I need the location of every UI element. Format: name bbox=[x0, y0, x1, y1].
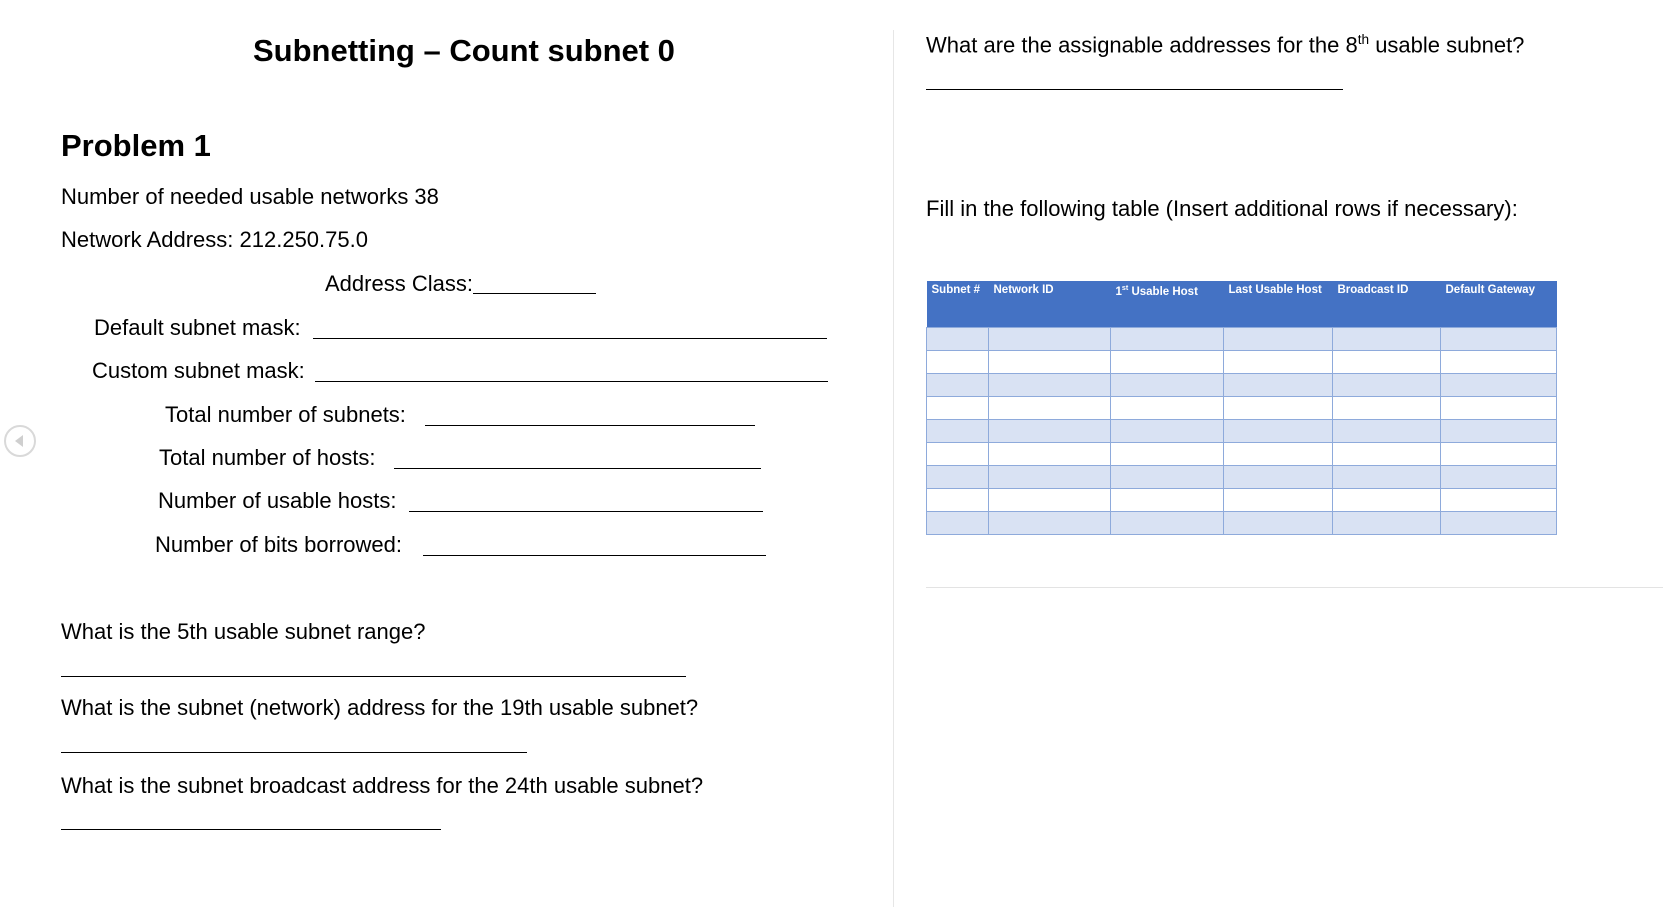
table-cell[interactable] bbox=[1441, 374, 1557, 397]
table-cell[interactable] bbox=[989, 420, 1111, 443]
custom-mask-label: Custom subnet mask: bbox=[92, 358, 305, 383]
table-cell[interactable] bbox=[1111, 512, 1224, 535]
table-row bbox=[927, 351, 1557, 374]
table-cell[interactable] bbox=[927, 512, 989, 535]
table-cell[interactable] bbox=[989, 351, 1111, 374]
table-cell[interactable] bbox=[1111, 443, 1224, 466]
table-cell[interactable] bbox=[989, 397, 1111, 420]
table-cell[interactable] bbox=[1441, 420, 1557, 443]
table-cell[interactable] bbox=[1333, 466, 1441, 489]
table-cell[interactable] bbox=[1224, 489, 1333, 512]
total-subnets-label: Total number of subnets: bbox=[165, 402, 406, 427]
table-cell[interactable] bbox=[1224, 351, 1333, 374]
table-cell[interactable] bbox=[927, 374, 989, 397]
table-cell[interactable] bbox=[927, 489, 989, 512]
table-row bbox=[927, 466, 1557, 489]
table-cell[interactable] bbox=[1224, 466, 1333, 489]
table-cell[interactable] bbox=[1111, 351, 1224, 374]
table-row bbox=[927, 420, 1557, 443]
table-cell[interactable] bbox=[989, 374, 1111, 397]
table-row bbox=[927, 489, 1557, 512]
default-mask-label: Default subnet mask: bbox=[94, 315, 301, 340]
table-cell[interactable] bbox=[1441, 512, 1557, 535]
question-8th-superscript: th bbox=[1357, 32, 1370, 47]
table-cell[interactable] bbox=[1224, 374, 1333, 397]
table-cell[interactable] bbox=[927, 466, 989, 489]
table-cell[interactable] bbox=[1333, 328, 1441, 351]
usable-hosts-blank[interactable] bbox=[409, 511, 763, 512]
answer-8th-assignable-blank[interactable] bbox=[926, 89, 1343, 90]
total-hosts-blank[interactable] bbox=[394, 468, 761, 469]
question-19th-network: What is the subnet (network) address for the 19th usable subnet? bbox=[61, 695, 699, 720]
col-header-last-usable-host: Last Usable Host bbox=[1224, 281, 1333, 328]
col-header-subnet-number: Subnet # bbox=[927, 281, 989, 328]
table-cell[interactable] bbox=[927, 397, 989, 420]
table-cell[interactable] bbox=[1224, 328, 1333, 351]
question-8th-prefix: What are the assignable addresses for the 8 bbox=[926, 32, 1358, 58]
table-cell[interactable] bbox=[1333, 351, 1441, 374]
table-row bbox=[927, 374, 1557, 397]
table-cell[interactable] bbox=[1333, 397, 1441, 420]
table-body bbox=[927, 328, 1557, 535]
table-cell[interactable] bbox=[927, 420, 989, 443]
total-hosts-label: Total number of hosts: bbox=[159, 445, 376, 470]
table-cell[interactable] bbox=[989, 328, 1111, 351]
table-cell[interactable] bbox=[1441, 328, 1557, 351]
table-cell[interactable] bbox=[927, 443, 989, 466]
table-cell[interactable] bbox=[927, 351, 989, 374]
table-header-row bbox=[927, 281, 1557, 328]
table-cell[interactable] bbox=[989, 466, 1111, 489]
table-cell[interactable] bbox=[1111, 328, 1224, 351]
table-row bbox=[927, 397, 1557, 420]
table-cell[interactable] bbox=[1441, 351, 1557, 374]
table-cell[interactable] bbox=[989, 443, 1111, 466]
table-cell[interactable] bbox=[1111, 397, 1224, 420]
col-header-default-gateway: Default Gateway bbox=[1441, 281, 1557, 328]
problem-heading: Problem 1 bbox=[61, 128, 211, 163]
table-cell[interactable] bbox=[989, 489, 1111, 512]
table-cell[interactable] bbox=[1441, 489, 1557, 512]
subnet-table bbox=[926, 281, 1557, 535]
answer-5th-range-blank[interactable] bbox=[61, 676, 686, 677]
table-cell[interactable] bbox=[1224, 512, 1333, 535]
table-cell[interactable] bbox=[1111, 374, 1224, 397]
question-5th-range: What is the 5th usable subnet range? bbox=[61, 619, 426, 644]
table-cell[interactable] bbox=[927, 328, 989, 351]
table-cell[interactable] bbox=[1111, 489, 1224, 512]
previous-page-arrow-icon[interactable] bbox=[4, 425, 36, 457]
custom-mask-blank[interactable] bbox=[315, 381, 828, 382]
table-instruction: Fill in the following table (Insert additional rows if necessary): bbox=[926, 196, 1518, 221]
first-usable-text: Usable Host bbox=[1128, 285, 1198, 298]
page-title: Subnetting – Count subnet 0 bbox=[253, 33, 675, 68]
section-divider bbox=[926, 587, 1663, 588]
answer-24th-broadcast-blank[interactable] bbox=[61, 829, 441, 830]
answer-19th-network-blank[interactable] bbox=[61, 752, 527, 753]
col-header-network-id: Network ID bbox=[989, 281, 1111, 328]
question-8th-suffix: usable subnet? bbox=[1369, 32, 1525, 58]
address-class-blank[interactable] bbox=[473, 293, 596, 294]
table-cell[interactable] bbox=[1333, 420, 1441, 443]
table-row bbox=[927, 328, 1557, 351]
table-cell[interactable] bbox=[1333, 374, 1441, 397]
network-address-text: Network Address: 212.250.75.0 bbox=[61, 227, 368, 252]
table-cell[interactable] bbox=[1224, 420, 1333, 443]
total-subnets-blank[interactable] bbox=[425, 425, 755, 426]
table-cell[interactable] bbox=[1333, 443, 1441, 466]
first-usable-superscript: st bbox=[1121, 284, 1129, 292]
first-usable-number: 1 bbox=[1115, 285, 1122, 298]
table-cell[interactable] bbox=[1333, 489, 1441, 512]
bits-borrowed-blank[interactable] bbox=[423, 555, 766, 556]
bits-borrowed-label: Number of bits borrowed: bbox=[155, 532, 402, 557]
table-cell[interactable] bbox=[1111, 420, 1224, 443]
col-header-broadcast-id: Broadcast ID bbox=[1333, 281, 1441, 328]
table-cell[interactable] bbox=[1441, 443, 1557, 466]
question-24th-broadcast: What is the subnet broadcast address for the 24th usable subnet? bbox=[61, 773, 704, 798]
table-cell[interactable] bbox=[989, 512, 1111, 535]
address-class-label: Address Class: bbox=[325, 271, 473, 296]
table-cell[interactable] bbox=[1224, 397, 1333, 420]
table-cell[interactable] bbox=[1224, 443, 1333, 466]
default-mask-blank[interactable] bbox=[313, 338, 827, 339]
table-cell[interactable] bbox=[1333, 512, 1441, 535]
page-divider bbox=[893, 30, 894, 907]
question-8th-assignable bbox=[926, 32, 1524, 58]
table-cell[interactable] bbox=[1111, 466, 1224, 489]
table-cell[interactable] bbox=[1441, 397, 1557, 420]
usable-hosts-label: Number of usable hosts: bbox=[158, 488, 397, 513]
table-cell[interactable] bbox=[1441, 466, 1557, 489]
table-row bbox=[927, 512, 1557, 535]
col-header-first-usable-host bbox=[1111, 281, 1224, 328]
table-row bbox=[927, 443, 1557, 466]
needed-networks-text: Number of needed usable networks 38 bbox=[61, 184, 439, 209]
